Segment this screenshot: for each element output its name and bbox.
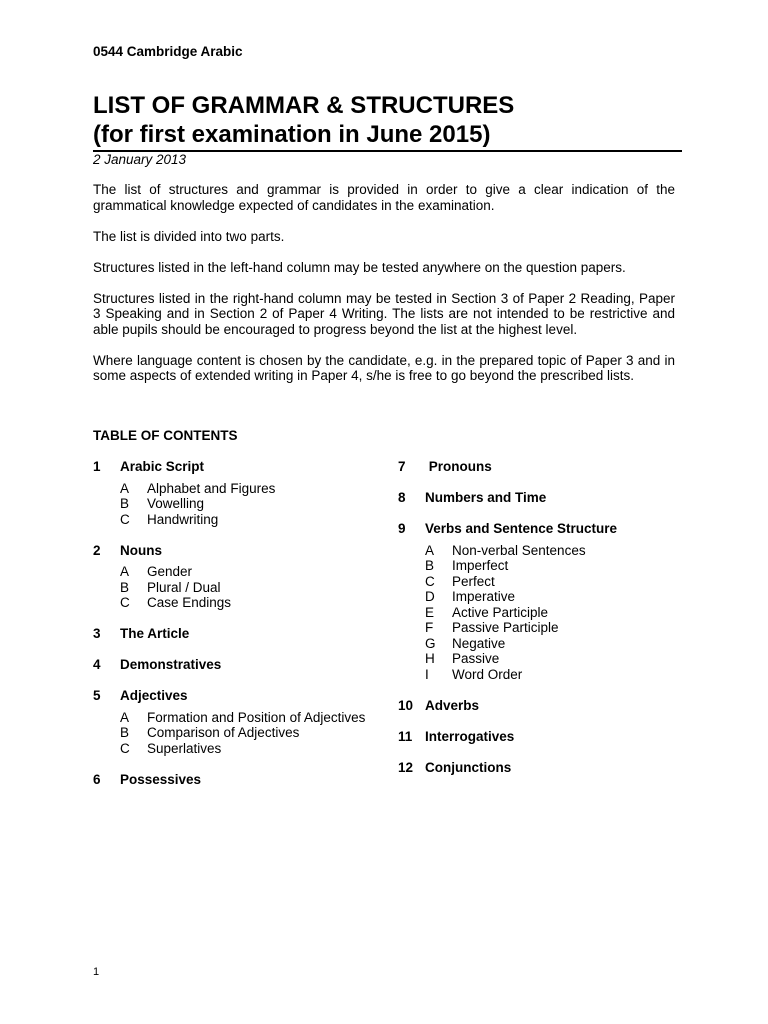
toc-subsection-list [93, 710, 393, 757]
toc-subsection [398, 636, 698, 652]
toc-section [398, 459, 698, 475]
intro-paragraph: Structures listed in the right-hand column may be tested in Section 3 of Paper 2 Reading, Paper 3 Speaking and in Section 2 of Paper 4 Writing. The lists are not intended to be restrictive and able pupils should be encouraged to progress beyond the list at the highest level. [93, 290, 675, 337]
toc-left-column [93, 459, 393, 803]
toc-subsection-letter: C [120, 595, 130, 610]
toc-section-title: Pronouns [425, 459, 492, 474]
toc-subsection-letter: C [425, 573, 435, 589]
toc-section-heading [398, 521, 698, 537]
intro-paragraph: The list is divided into two parts. [93, 228, 285, 244]
toc-section-number: 1 [93, 459, 101, 474]
toc-section [93, 688, 393, 756]
toc-subsection-letter: A [120, 564, 130, 579]
toc-subsection-label: Non-verbal Sentences [452, 542, 586, 558]
toc-subsection-label: Formation and Position of Adjectives [147, 709, 366, 725]
toc-section-number: 9 [398, 521, 406, 536]
intro-text [93, 182, 675, 399]
toc-subsection-letter: H [425, 651, 435, 666]
toc-subsection [398, 620, 698, 636]
toc-right-column [398, 459, 698, 791]
toc-subsection [93, 725, 393, 741]
toc-subsection-label: Passive [452, 651, 500, 666]
toc-section-title: Nouns [120, 542, 162, 558]
intro-paragraph: Where language content is chosen by the candidate, e.g. in the prepared topic of Paper 3 and in some aspects of extended writing in Paper 4, s/he is free to go beyond the prescribed lists. [93, 352, 675, 383]
page-title [93, 91, 514, 149]
toc-subsection-label: Word Order [452, 666, 523, 682]
toc-section [398, 490, 698, 506]
toc-section-heading [93, 772, 393, 788]
toc-subsection-letter: B [120, 579, 130, 595]
toc-subsection-label: Vowelling [147, 496, 205, 511]
toc-subsection-letter: C [120, 511, 130, 527]
toc-section [93, 657, 393, 673]
toc-subsection-label: Active Participle [452, 604, 549, 620]
toc-subsection-label: Case Endings [147, 595, 232, 610]
toc-subsection [398, 667, 698, 683]
toc-subsection-label: Superlatives [147, 740, 222, 756]
toc-section-title: Numbers and Time [425, 490, 547, 505]
toc-subsection-list [93, 564, 393, 611]
toc-subsection [398, 605, 698, 621]
toc-subsection [93, 481, 393, 497]
toc-section-title: Demonstratives [120, 657, 222, 672]
toc-section-number: 6 [93, 771, 101, 787]
toc-section-title: Conjunctions [425, 759, 512, 775]
toc-section-heading [93, 543, 393, 559]
toc-subsection-letter: G [425, 635, 436, 651]
toc-section-heading [93, 688, 393, 704]
toc-section-number: 8 [398, 490, 406, 505]
toc-section-heading [398, 459, 698, 475]
document-date: 2 January 2013 [93, 152, 187, 167]
toc-subsection-letter: F [425, 620, 434, 635]
title-line-2: (for first examination in June 2015) [93, 121, 491, 148]
toc-section [93, 459, 393, 527]
toc-subsection-letter: D [425, 589, 435, 604]
toc-section-number: 7 [398, 459, 406, 474]
toc-section-number: 10 [398, 697, 414, 713]
toc-section-number: 2 [93, 542, 101, 558]
toc-section-heading [398, 490, 698, 506]
toc-section-heading [93, 626, 393, 642]
title-line-1: LIST OF GRAMMAR & STRUCTURES [93, 92, 515, 119]
toc-subsection-letter: C [120, 740, 130, 756]
toc-subsection [93, 595, 393, 611]
toc-section-title: Interrogatives [425, 728, 515, 744]
course-header: 0544 Cambridge Arabic [93, 44, 243, 59]
toc-section-heading [398, 760, 698, 776]
toc-subsection [93, 741, 393, 757]
toc-subsection [93, 710, 393, 726]
toc-subsection-label: Handwriting [147, 511, 219, 527]
toc-subsection-letter: B [425, 558, 435, 573]
toc-section-title: Adjectives [120, 688, 188, 703]
toc-section [93, 543, 393, 611]
toc-subsection [398, 558, 698, 574]
toc-subsection-label: Negative [452, 635, 506, 651]
toc-section-heading [398, 729, 698, 745]
toc-subsection-letter: E [425, 604, 435, 620]
toc-section-title: Arabic Script [120, 459, 205, 474]
toc-subsection [93, 564, 393, 580]
toc-subsection-letter: B [120, 496, 130, 511]
toc-subsection [93, 580, 393, 596]
intro-paragraph: Structures listed in the left-hand column may be tested anywhere on the question papers. [93, 259, 626, 275]
toc-subsection-label: Passive Participle [452, 620, 559, 635]
toc-subsection-letter: A [120, 480, 130, 496]
toc-subsection-list [93, 481, 393, 528]
toc-subsection [398, 589, 698, 605]
toc-subsection-letter: I [425, 666, 429, 682]
toc-section-number: 12 [398, 759, 414, 775]
toc-section [398, 698, 698, 714]
intro-paragraph: The list of structures and grammar is provided in order to give a clear indication of the grammatical knowledge expected of candidates in the examination. [93, 182, 675, 213]
toc-subsection [93, 512, 393, 528]
toc-section-title: Possessives [120, 771, 202, 787]
toc-heading: TABLE OF CONTENTS [93, 428, 238, 443]
toc-section [398, 760, 698, 776]
toc-section-heading [93, 459, 393, 475]
toc-subsection-label: Imperative [452, 589, 516, 604]
toc-subsection [398, 651, 698, 667]
toc-subsection-letter: B [120, 725, 130, 740]
toc-subsection-label: Gender [147, 564, 193, 579]
toc-subsection [398, 574, 698, 590]
toc-section-title: The Article [120, 626, 190, 641]
toc-section [93, 626, 393, 642]
toc-subsection [93, 496, 393, 512]
page-number: 1 [93, 966, 100, 978]
toc-section [398, 729, 698, 745]
toc-subsection-list [398, 543, 698, 683]
toc-subsection [398, 543, 698, 559]
toc-section [398, 521, 698, 682]
toc-section-number: 11 [398, 728, 413, 744]
toc-subsection-label: Alphabet and Figures [147, 480, 276, 496]
toc-section [93, 772, 393, 788]
toc-subsection-label: Plural / Dual [147, 579, 221, 595]
toc-section-number: 3 [93, 626, 101, 641]
toc-section-heading [398, 698, 698, 714]
toc-subsection-label: Imperfect [452, 558, 509, 573]
toc-subsection-label: Comparison of Adjectives [147, 725, 300, 740]
toc-section-heading [93, 657, 393, 673]
toc-subsection-label: Perfect [452, 573, 495, 589]
toc-subsection-letter: A [120, 709, 130, 725]
toc-subsection-letter: A [425, 542, 435, 558]
toc-section-number: 4 [93, 657, 101, 672]
toc-section-title: Verbs and Sentence Structure [425, 521, 618, 536]
toc-section-number: 5 [93, 688, 101, 703]
toc-section-title: Adverbs [425, 697, 480, 713]
